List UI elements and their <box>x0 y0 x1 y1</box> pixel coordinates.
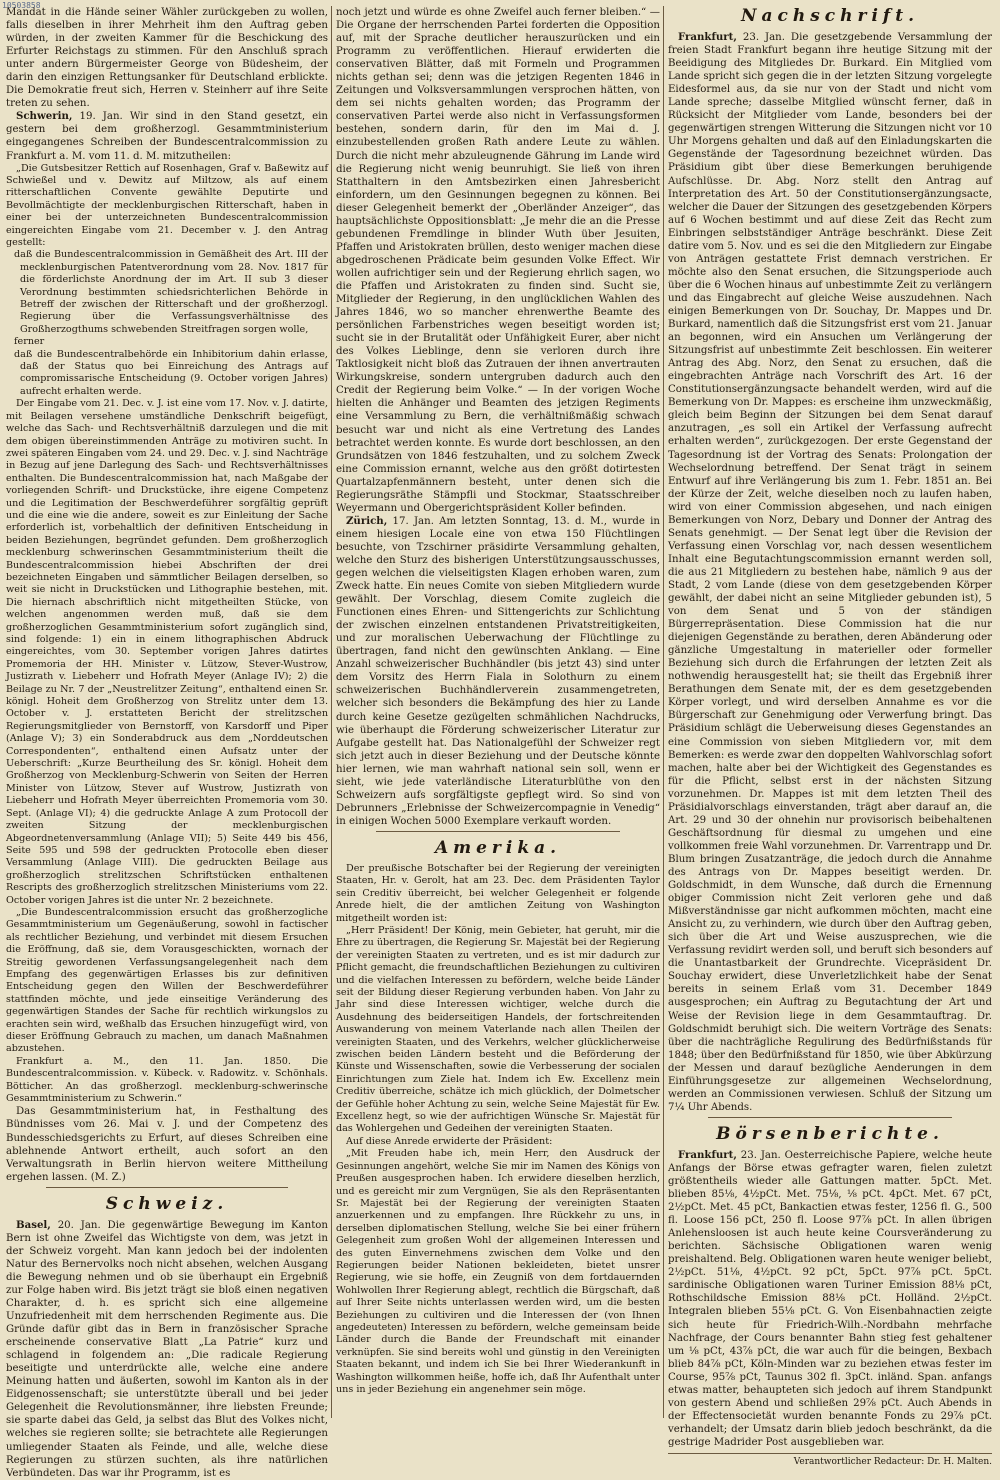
article-text: 23. Jan. Die gesetzgebende Versammlung der freien Stadt Frankfurt begann ihre heutige Sitzung mit der Beeidigung des Mitgliedes Dr. Burkard. Ein Mitglied vom Lande spricht sich gegen die in der letzten Sitzung vorgelegte Eidesformel aus, da sie nur von der Stadt und nicht vom Lande spreche; dasselbe Mitglied wünscht ferner, daß in Rücksicht der Mitglieder vom Lande, besonders bei der gegenwärtigen strengen Witterung die Sitzungen nicht vor 10 Uhr Morgens gehalten und daß auf den Einladungskarten die Gegenstände der Tagesordnung bezeichnet würden. Das Präsidium gibt über diese Bemerkungen beruhigende Aufschlüsse. Dr. Abg. Norz stellt den Antrag auf Interpretation des Art. 50 der Constitutionsergänzungsacte, welcher die Dauer der Sitzungen des gesetzgebenden Körpers auf 6 Wochen bestimmt und auf diese Zeit das Recht zum Einbringen selbstständiger Anträge beschränkt. Diese Zeit datire vom 5. Nov. und es sei die den Mitgliedern zur Eingabe von Anträgen gestattete Frist demnach verstrichen. Er möchte also den Senat ersuchen, die Sitzungsperiode auch über die 6 Wochen hinaus auf unbestimmte Zeit zu verlängern und das Eingabrecht auf gleiche Weise auszudehnen. Nach einigen Bemerkungen von Dr. Souchay, Dr. Mappes und Dr. Burkard, namentlich daß die Sitzungsfrist erst vom 21. Januar an begonnen, wird ein Ansuchen um Verlängerung der Sitzungsfrist auf unbestimmte Zeit beschlossen. Ein weiterer Antrag des Abg. Norz, den Senat zu ersuchen, daß die eingebrachten Anträge nach Vorschrift des Art. 16 der Constitutionsergänzungsacte behandelt werden, wird auf die Bemerkung von Dr. Mappes: es erscheine ihm unzweckmäßig, gleich beim Beginn der Sitzungen bei dem Senat darauf anzutragen, „es soll ein Artikel der Verfassung aufrecht erhalten werden“, zurückgezogen. Der erste Gegenstand der Tagesordnung ist der Vortrag des Senats: Prolongation der Wechselordnung betreffend. Der Senat trägt in seinem Entwurf auf ihre Verlängerung bis zum 1. Febr. 1851 an. Bei der Kürze der Zeit, welche dieselben noch zu laufen haben, wird von einer Commission abgesehen, und nach einigen Bemerkungen von Norz, Debary und Donner der Antrag des Senats genehmigt. — Der Senat legt über die Revision der Verfassung einen Vorschlag vor, nach dessen wesentlichem Inhalt eine Begutachtungscommission ernannt werden soll, die aus 21 Mitgliedern zu bestehen habe, nämlich 9 aus der Stadt, 2 vom Lande (diese von dem gesetzgebenden Körper gewählt, der dabei nicht an seine Mitglieder gebunden ist), 5 von dem Senat und 5 von der ständigen Bürgerrepräsentation. Diese Commission hat die nur diejenigen Gegenstände zu berathen, deren Abänderung oder gänzliche Umgestaltung in materieller oder formeller Beziehung sich durch die Erfahrungen der letzten Zeit als nothwendig herausgestellt hat; sie theilt das Ergebniß ihrer Berathungen dem Senate mit, der es dem gesetzgebenden Körper vorlegt, und wird derselben Annahme es vor die Bürgerschaft zur Genehmigung oder Verwerfung bringt. Das Präsidium schlägt die Ueberweisung dieses Gegenstandes an eine Commission von sieben Mitgliedern vor, mit dem Bemerken: es werde zwar den doppelten Wahlvorschlag sofort machen, halte aber bei der Wichtigkeit des Gegenstandes es für die Pflicht, selbst erst in der nächsten Sitzung vorzunehmen. Dr. Mappes ist mit dem letzten Theil des Präsidialvorschlags einverstanden, trägt aber darauf an, die Art. 29 und 30 der ohnehin nur provisorisch beibehaltenen Geschäftsordnung für diesmal zu umgehen und eine vollkommen freie Wahl vorzunehmen. Dr. Varrentrapp und Dr. Blum bringen Zusatzanträge, die jedoch durch die Annahme des Antrags von Dr. Mappes beseitigt werden. Dr. Goldschmidt, in dem Wunsche, daß durch die Ernennung obiger Commission nicht Zeit verloren gehe und daß Mißverständnisse gar nicht aufkommen möchten, macht eine Ansicht zu, zu verhindern, wie durch über den Auftrag geben, sich über die Art und Weise auszusprechen, wie die Verfassung revidirt werden soll, und beruft sich besonders auf die Unantastbarkeit der Grundrechte. Vicepräsident Dr. Souchay erwidert, diese Unverletzlichkeit habe der Senat bereits in seinem Erlaß vom 31. December 1849 ausgesprochen; ein Auftrag zu Begutachtung der Art und Weise der Revision liege in dem Gesammtauftrag. Dr. Goldschmidt beruhigt sich. Die weitern Vorträge des Senats: über die nachträgliche Regulirung des Bedürfnißstands für 1848; über den Bedürfnißstand für 1850, wie über Abkürzung der Messen und darauf bezügliche Aenderungen in dem Einführungsgesetze zur allgemeinen Wechselordnung, werden an Commissionen verwiesen. Schluß der Sitzung um 7¼ Uhr Abends. <box>668 32 992 1113</box>
responsible-editor: Verantwortlicher Redacteur: Dr. H. Malten. <box>668 1453 992 1469</box>
quoted-motion: daß die Bundescentralbehörde ein Inhibitorium dahin erlasse, daß der Status quo bei Einreichung des Antrags auf compromissarische Entscheidung (9. October vorigen Jahres) aufrecht erhalten werde. <box>14 348 328 397</box>
section-heading-nachschrift: Nachschrift. <box>740 6 920 26</box>
article-text: 17. Jan. Am letzten Sonntag, 13. d. M., wurde in einem hiesigen Locale eine von etwa 150 Flüchtlingen besuchte, von Tzschirner präsidirte Versammlung gehalten, welche den Sturz des bisherigen Unterstützungsausschusses, gegen welchen die vielseitigsten Klagen erhoben waren, zum Zweck hatte. Ein neues Comite von sieben Mitgliedern wurde gewählt. Der Vorschlag, diesem Comite zugleich die Functionen eines Ehren- und Sittengerichts zur Schlichtung der zwischen einzelnen entstandenen Privatstreitigkeiten, und zur moralischen Ueberwachung der Flüchtlinge zu übertragen, fand nicht den gewünschten Anklang. — Eine Anzahl schweizerischer Buchhändler (bis jetzt 43) sind unter dem Vorsitz des Herrn Fiala in Solothurn zu einem schweizerischen Buchhändlerverein zusammengetreten, welcher sich besonders die Bekämpfung des hier zu Lande durch keine Gesetze gezügelten schmählichen Nachdrucks, wie überhaupt die Förderung schweizerischer Literatur zur Aufgabe gestellt hat. Das Nationalgefühl der Schweizer regt sich jetzt auch in dieser Beziehung und der Deutsche könnte hier lernen, wie man wahrhaft national sein soll, wenn er sieht, wie jede vaterländische Literaturblüthe von den Schweizern aufs sorgfältigste gepflegt wird. So sind von Debrunners „Erlebnisse der Schweizercompagnie in Venedig“ in einigen Wochen 5000 Exemplare verkauft worden. <box>336 515 660 827</box>
section-heading-schweiz: Schweiz. <box>105 1193 229 1214</box>
section-divider <box>46 1187 288 1188</box>
page-mark: 10503858 <box>2 1 41 10</box>
dateline: Zürich, <box>346 514 388 527</box>
dateline: Frankfurt, <box>678 1148 737 1161</box>
article-paragraph: Auf diese Anrede erwiderte der Präsident: <box>346 1135 553 1147</box>
dateline: Frankfurt, <box>678 31 737 43</box>
article-text: 23. Jan. Oesterreichische Papiere, welche heute Anfangs der Börse etwas gefragter waren, fielen zuletzt größtentheils wieder alle Gattungen matter. 5pCt. Met. blieben 85⅛, 4½pCt. Met. 75⅛, ⅛ pCt. 4pCt. Met. 67 pCt, 2½pCt. Met. 45 pCt, Bankactien etwas fester, 1256 fl. G., 500 fl. Loose 156 pCt, 250 fl. Loose 97⅞ pCt. In allen übrigen Anlehensloosen ist auch heute keine Coursveränderung zu berichten. Sächsische Obligationen waren wenig preishaltend. Belg. Obligationen waren heute weniger beliebt, 2½pCt. 51⅛, 4½pCt. 92 pCt, 5pCt. 97⅞ pCt. 5pCt. sardinische Obligationen waren Turiner Emission 88⅛ pCt, Rothschildsche Emission 88⅛ pCt. Holländ. 2½pCt. Integralen blieben 55⅛ pCt. G. Von Eisenbahnactien zeigte sich heute für Friedrich-Wilh.-Nordbahn mehrfache Nachfrage, der Cours benannter Bahn stieg fest gehaltener um ⅛ pCt, 43⅞ pCt, die war auch für die beingen, Bexbach blieb 84⅞ pCt, Köln-Minden war zu beziehen etwas fester im Course, 95⅞ pCt, Taunus 302 fl. 3pCt. inländ. Span. anfangs etwas matter, behaupteten sich jedoch auf ihrem Standpunkt von gestern Abend und schließen 29⅞ pCt. Auch Abends in der Effectensocietät wurden benannte Fonds zu 29⅞ pCt. verhandelt; der Umsatz darin blieb jedoch beschränkt, da die gestrige Madrider Post ausgeblieben war. <box>668 1149 992 1448</box>
article-paragraph: „Die Bundescentralcommission ersucht das großherzogliche Gesammtministerium um Gegenäußerung, sowohl in factischer als rechtlicher Beziehung, und verbindet mit diesem Ersuchen die Eröffnung, daß sie, dem Vorausgeschickten, wornach der Streitig gewordenen Verfassungsangelegenheit nach dem Empfang des gegenwärtigen Erlasses bis zur definitiven Entscheidung gegen den Willen der Beschwerdeführer stattfinden möchte, und jede einseitige Veränderung des gegenwärtigen Standes der Sache für rechtlich wirkungslos zu erachten sein wird, weßhalb das Ersuchen hinzugefügt wird, von dieser Eröffnung Gebrauch zu machen, um danach Maßnahmen abzustehen. <box>6 906 328 1055</box>
quoted-motion: daß die Bundescentralcommission in Gemäßheit des Art. III der mecklenburgischen Patentverordnung vom 28. Nov. 1817 für die förderlichste Anordnung der im Art. II sub 3 dieser Verordnung bestimmten schiedsrichterlichen Behörde in Betreff der zwischen der Ritterschaft und der großherzogl. Regierung über die Verfassungsverhältnisse des Großherzogthums schwebenden Streitfragen sorgen wolle, <box>14 249 328 335</box>
article-paragraph: noch jetzt und würde es ohne Zweifel auch ferner bleiben.“ — Die Organe der herrschenden Partei forderten die Opposition auf, mit der Sprache deutlicher herauszurücken und ein Programm zu veröffentlichen. Hierauf erwiderten die conservativen Blätter, daß mit Formeln und Programmen nichts gethan sei; denn was die jetzigen Regenten 1846 in Zeitungen und Volksversammlungen versprochen hätten, von dem sei nichts gehalten worden; das Programm der conservativen Partei werde also nicht in Verfassungsformen bestehen, sondern darin, für den im Mai d. J. einzubestellenden großen Rath andere Leute zu wählen. Durch die nicht mehr abzuleugnende Gährung im Lande wird die Regierung nicht wenig beunruhigt. Sie ließ von ihren Statthaltern in den Amtsbezirken einen Jahresbericht einfordern, um den Gesinnungen begegnen zu können. Bei dieser Gelegenheit bemerkt der „Oberländer Anzeiger“, das hauptsächlichste Oppositionsblatt: „Je mehr die an die Presse gebundenen Fremdlinge in blinder Wuth über Jesuiten, Pfaffen und Aristokraten brüllen, desto weniger machen diese abgedroschenen Prädicate beim gesunden Volke Effect. Wir wollen aufrichtiger sein und der Regierung ehrlich sagen, wo die Pfaffen und Aristokraten zu finden sind. Sucht sie, Mitglieder der Regierung, in den unglücklichen Wahlen des Jahres 1846, wo so mancher ehrenwerthe Beamte des persönlichen Farbenstriches wegen beseitigt worden ist; sucht sie in der Brutalität oder Unfähigkeit Eurer, aber nicht des Volkes Lieblinge, denn sie verloren durch ihre Taktlosigkeit nicht bloß das Zutrauen der ihnen anvertrauten Wirkungskreise, sondern untergruben dadurch auch den Credit der Regierung beim Volke.“ — In der vorigen Woche hielten die Anhänger und Beamten des jetzigen Regiments eine Versammlung zu Bern, die verhältnißmäßig schwach besucht war und nicht als eine Vertretung des Landes betrachtet werden konnte. Es wurde dort beschlossen, an den Grundsätzen von 1846 festzuhalten, und zu solchem Zweck eine Commission ernannt, welche aus den größt dotirtesten Quartalzapfenmännern besteht, unter denen sich die Regierungsräthe Stämpfli und Stockmar, Staatsschreiber Weyermann und Obergerichtspräsident Koller befinden. <box>336 7 660 514</box>
article-paragraph: Mandat in die Hände seiner Wähler zurückgeben zu wollen, falls dieselben in ihrer Mehrheit ihm den Auftrag geben würden, in der zweiten Kammer für die Beschickung des Erfurter Reichstags zu stimmen. Für den Anschluß sprach unter andern Bürgermeister George von Büdesheim, der darin den einzigen Rettungsanker für Deutschland erblickte. Die Demokratie freut sich, Herren v. Steinherr auf ihre Seite treten zu sehen. <box>6 7 328 110</box>
article-paragraph <box>668 1149 992 1449</box>
article-paragraph: „Die Gutsbesitzer Rettich auf Rosenhagen, Graf v. Baßewitz auf Schwießel und v. Dewitz auf Miltzow, als auf einem ritterschaftlichen Convente gewählte Deputirte und Bevollmächtigte der mecklenburgischen Ritterschaft, haben in einer bei der unterzeichneten Bundescentralcommission eingereichten Eingabe vom 21. December v. J. den Antrag gestellt: <box>6 162 328 248</box>
column-3 <box>668 6 992 1467</box>
column-rule <box>663 6 664 1418</box>
article-paragraph: Das Gesammtministerium hat, in Festhaltung des Bündnisses vom 26. Mai v. J. und der Competenz des Bundesschiedsgerichts zu Erfurt, auf dieses Schreiben eine ablehnende Antwort ertheilt, auch sofort an den Verwaltungsrath in Berlin hiervon weitere Mittheilung ergehen lassen. (M. Z.) <box>6 1106 328 1183</box>
quoted-motion: ferner <box>14 336 45 348</box>
article-paragraph <box>336 515 660 828</box>
dateline: Schwerin, <box>16 110 73 123</box>
article-paragraph <box>6 110 328 162</box>
section-heading-boersenberichte: Börsenberichte. <box>716 1123 944 1144</box>
article-text: 20. Jan. Die gegenwärtige Bewegung im Kanton Bern ist ohne Zweifel das Wichtigste von dem, was jetzt in der Schweiz vorgeht. Man kann jedoch bei der indolenten Natur des Bernervolks noch nicht absehen, welchen Ausgang die Bewegung nehmen und ob sie überhaupt ein Ergebniß zur Folge haben wird. Bis jetzt trägt sie bloß einen negativen Charakter, d. h. es spricht sich eine allgemeine Unzufriedenheit mit dem herrschenden Regimente aus. Die Gründe dafür gibt das in Bern in französischer Sprache erscheinende conservative Blatt „La Patrie“ kurz und schlagend in folgendem an: „Die radicale Regierung beseitigte und unterdrückte alle, welche eine andere Meinung hatten und äußerten, sowohl im Kanton als in der Eidgenossenschaft; sie unterstützte überall und bei jeder Gelegenheit die Revolutionsmänner, ihre liebsten Freunde; sie sparte dabei das Geld, ja selbst das Blut des Volkes nicht, welches sie regieren sollte; sie betrachtete alle Regierungen umliegender Staaten als Feinde, und alle, welche diese Regierungen zu stürzen suchten, als ihre natürlichen Verbündeten. Das war ihr Programm, ist es <box>6 1219 328 1479</box>
section-divider <box>376 831 620 832</box>
column-rule <box>331 6 332 1418</box>
article-text: 19. Jan. Wir sind in den Stand gesetzt, ein gestern bei dem großherzogl. Gesammtministerium eingegangenes Schreiben der Bundescentralcommission zu Frankfurt a. M. vom 11. d. M. mitzutheilen: <box>6 111 328 162</box>
article-paragraph <box>668 31 992 1114</box>
speech-paragraph: „Mit Freuden habe ich, mein Herr, den Ausdruck der Gesinnungen angehört, welche Sie mir im Namen des Königs von Preußen ausgesprochen haben. Ich erwidere dieselben herzlich, und es gereicht mir zum Vergnügen, Sie als den Repräsentanten Sr. Majestät bei der Regierung der vereinigten Staaten anzuerkennen und zu empfangen. Ihre Rückkehr zu uns, in derselben diplomatischen Stellung, welche Sie bei einer frühern Gelegenheit zum großen Wohl der allgemeinen Interessen und des guten Einvernehmens zwischen dem Volke und den Regierungen beider Nationen bekleideten, bietet unsrer Regierung, wie sie hoffe, ein Zeugniß von dem fortdauernden Wohlwollen Ihrer Regierung ablegt, rechtlich die Bürgschaft, daß auf Ihrer Seite nichts unterlassen werden wird, um die besten Beziehungen zu cultiviren und die Interessen der (von Ihnen angedeuteten) Interessen zu befördern, welche gemeinsam beide Länder durch die Bande der Freundschaft mit einander verknüpfen. Sie sind bereits wohl und günstig in den Vereinigten Staaten bekannt, und indem ich Sie bei Ihrer Wiederankunft in Washington willkommen heiße, hoffe ich, daß Ihr Aufenthalt unter uns in jeder Beziehung ein angenehmer sein möge. <box>336 1148 660 1396</box>
article-paragraph <box>6 1219 328 1480</box>
article-paragraph: Der preußische Botschafter bei der Regierung der vereinigten Staaten, Hr. v. Gerolt, hat am 23. Dec. dem Präsidenten Taylor sein Creditiv überreicht, bei welcher Gelegenheit er folgende Anrede hielt, die der amtlichen Zeitung von Washington mitgetheilt worden ist: <box>336 862 660 924</box>
dateline: Basel, <box>16 1218 51 1231</box>
section-divider <box>708 1117 952 1118</box>
speech-paragraph: „Herr Präsident! Der König, mein Gebieter, hat geruht, mir die Ehre zu übertragen, die Regierung Sr. Majestät bei der Regierung der vereinigten Staaten zu vertreten, und es ist mir dadurch zur Pflicht gemacht, die freundschaftlichen Beziehungen zu cultiviren und die vielfachen Interessen zu befördern, welche beide Länder seit der Bildung dieser Regierung verbunden haben. Von Jahr zu Jahr sind diese Interessen wichtiger, welche durch die Ausdehnung des beiderseitigen Handels, der fortschreitenden Auswanderung von meinem Vaterlande nach allen Theilen der vereinigten Staaten, und des Verkehrs, welcher glücklicherweise zwischen beiden Ländern besteht und die Beförderung der Künste und Wissenschaften, sowie die Verbesserung der socialen Einrichtungen zum Ziele hat. Indem ich Ew. Excellenz mein Creditiv überreiche, schätze ich mich glücklich, der Dolmetscher der Gefühle hoher Achtung zu sein, welche Seine Majestät für Ew. Excellenz hegt, so wie der aufrichtigen Wünsche Sr. Majestät für das Wohlergehen und Gedeihen der vereinigten Staaten. <box>336 924 660 1135</box>
article-paragraph: Der Eingabe vom 21. Dec. v. J. ist eine vom 17. Nov. v. J. datirte, mit Beilagen versehene umständliche Denkschrift beigefügt, welche das Sach- und Rechtsverhältniß darzulegen und die mit dem obigen übereinstimmenden Anträge zu motiviren sucht. In zwei späteren Eingaben vom 24. und 29. Dec. v. J. sind Nachträge in Bezug auf jene Darlegung des Sach- und Rechtsverhältnisses enthalten. Die Bundescentralcommission hat, nach Maßgabe der vorliegenden Schrift- und Druckstücke, ihre eigene Competenz und die Legitimation der Beschwerdeführer sorgfältig geprüft und die eine wie die andere, soweit es zur Einleitung der Sache erforderlich ist, vorbehaltlich der definitiven Entscheidung in beiden Beziehungen, begründet gefunden. Dem großherzoglich mecklenburg schwerinschen Gesammtministerium theilt die Bundescentralcommission hiebei Abschriften der drei bezeichneten Eingaben und sämmtlicher Beilagen derselben, so weit sie nicht in Druckstücken und Lithographie bestehen, mit. Die hiernach abschriftlich nicht mitgetheilten Stücke, von welchen angenommen werden muß, daß sie dem großherzoglichen Gesammtministerium sofort zugänglich sind, sind folgende: 1) ein in einem lithographischen Abdruck eingereichtes, vom 30. September vorigen Jahres datirtes Promemoria der HH. Minister v. Lützow, Stever-Wustrow, Justizrath v. Liebeherr und Hofrath Meyer (Anlage IV); 2) die Beilage zu Nr. 7 der „Neustrelitzer Zeitung“, enthaltend einen Sr. königl. Hoheit dem Großherzog von Strelitz unter dem 13. October v. J. erstatteten Bericht der strelitzschen Regierungsmitglieder von Bernstorff, von Karsdorff und Piper (Anlage V); 3) ein Sonderabdruck aus dem „Norddeutschen Correspondenten“, enthaltend einen Aufsatz unter der Ueberschrift: „Kurze Beurtheilung des Sr. königl. Hoheit dem Großherzog von Mecklenburg-Schwerin von Seiten der Herren Minister von Lützow, Stever auf Wustrow, Justizrath von Liebeherr und Hofrath Meyer überreichten Promemoria vom 30. Sept. (Anlage VI); 4) die gedruckte Anlage A zum Protocoll der zweiten Sitzung der mecklenburgischen Abgeordnetenversammlung (Anlage VII); 5) Seite 449 bis 456, Seite 595 und 598 der gedruckten Protocolle eben dieser Versammlung (Anlage VIII). Die gedruckten Beilage aus großherzoglich strelitzschen Schriftstücken enthaltenen Rescripts des großherzoglich strelitzschen Ministeriums vom 22. October vorigen Jahres ist die unter Nr. 2 bezeichnete. <box>6 398 328 906</box>
column-1 <box>6 6 328 1479</box>
column-2 <box>336 6 660 1418</box>
article-paragraph: Frankfurt a. M., den 11. Jan. 1850. Die Bundescentralcommission. v. Kübeck. v. Radowitz. v. Schönhals. Bötticher. An das großherzogl. mecklenburg-schwerinsche Gesammtministerium zu Schwerin.“ <box>6 1055 328 1105</box>
section-heading-amerika: Amerika. <box>434 837 562 858</box>
